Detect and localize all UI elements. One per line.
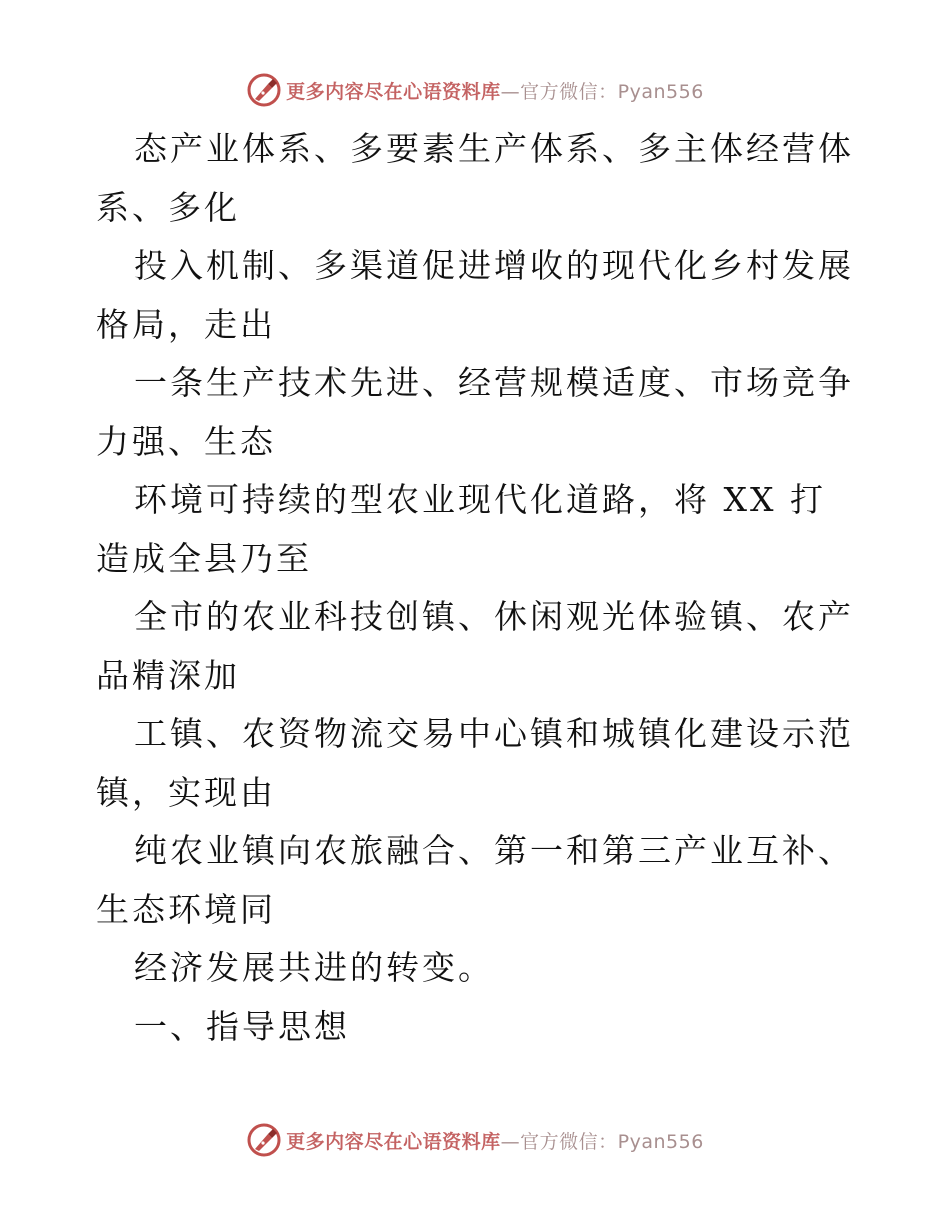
paragraph: 全市的农业科技创镇、休闲观光体验镇、农产品精深加 — [96, 597, 854, 695]
header-brand-text: 更多内容尽在心语资料库 — [286, 80, 501, 103]
pen-nib-icon — [246, 1122, 282, 1158]
document-body — [96, 120, 856, 1056]
paragraph: 环境可持续的型农业现代化道路，将 XX 打造成全县乃至 — [96, 480, 826, 578]
footer-brand-text: 更多内容尽在心语资料库 — [286, 1130, 501, 1153]
paragraph: 投入机制、多渠道促进增收的现代化乡村发展格局，走出 — [96, 246, 854, 344]
section-heading: 一、指导思想 — [134, 1006, 350, 1046]
paragraph: 纯农业镇向农旅融合、第一和第三产业互补、生态环境同 — [96, 831, 854, 929]
paragraph: 工镇、农资物流交易中心镇和城镇化建设示范镇，实现由 — [96, 714, 854, 812]
footer-contact-text: —官方微信：Pyan556 — [500, 1130, 704, 1153]
header-banner — [0, 70, 950, 110]
footer-banner — [0, 1120, 950, 1160]
paragraph: 经济发展共进的转变。 — [134, 948, 494, 987]
paragraph: 一条生产技术先进、经营规模适度、市场竞争力强、生态 — [96, 363, 854, 461]
header-contact-text: —官方微信：Pyan556 — [500, 80, 704, 103]
pen-nib-icon — [246, 72, 282, 108]
paragraph: 态产业体系、多要素生产体系、多主体经营体系、多化 — [96, 129, 854, 227]
